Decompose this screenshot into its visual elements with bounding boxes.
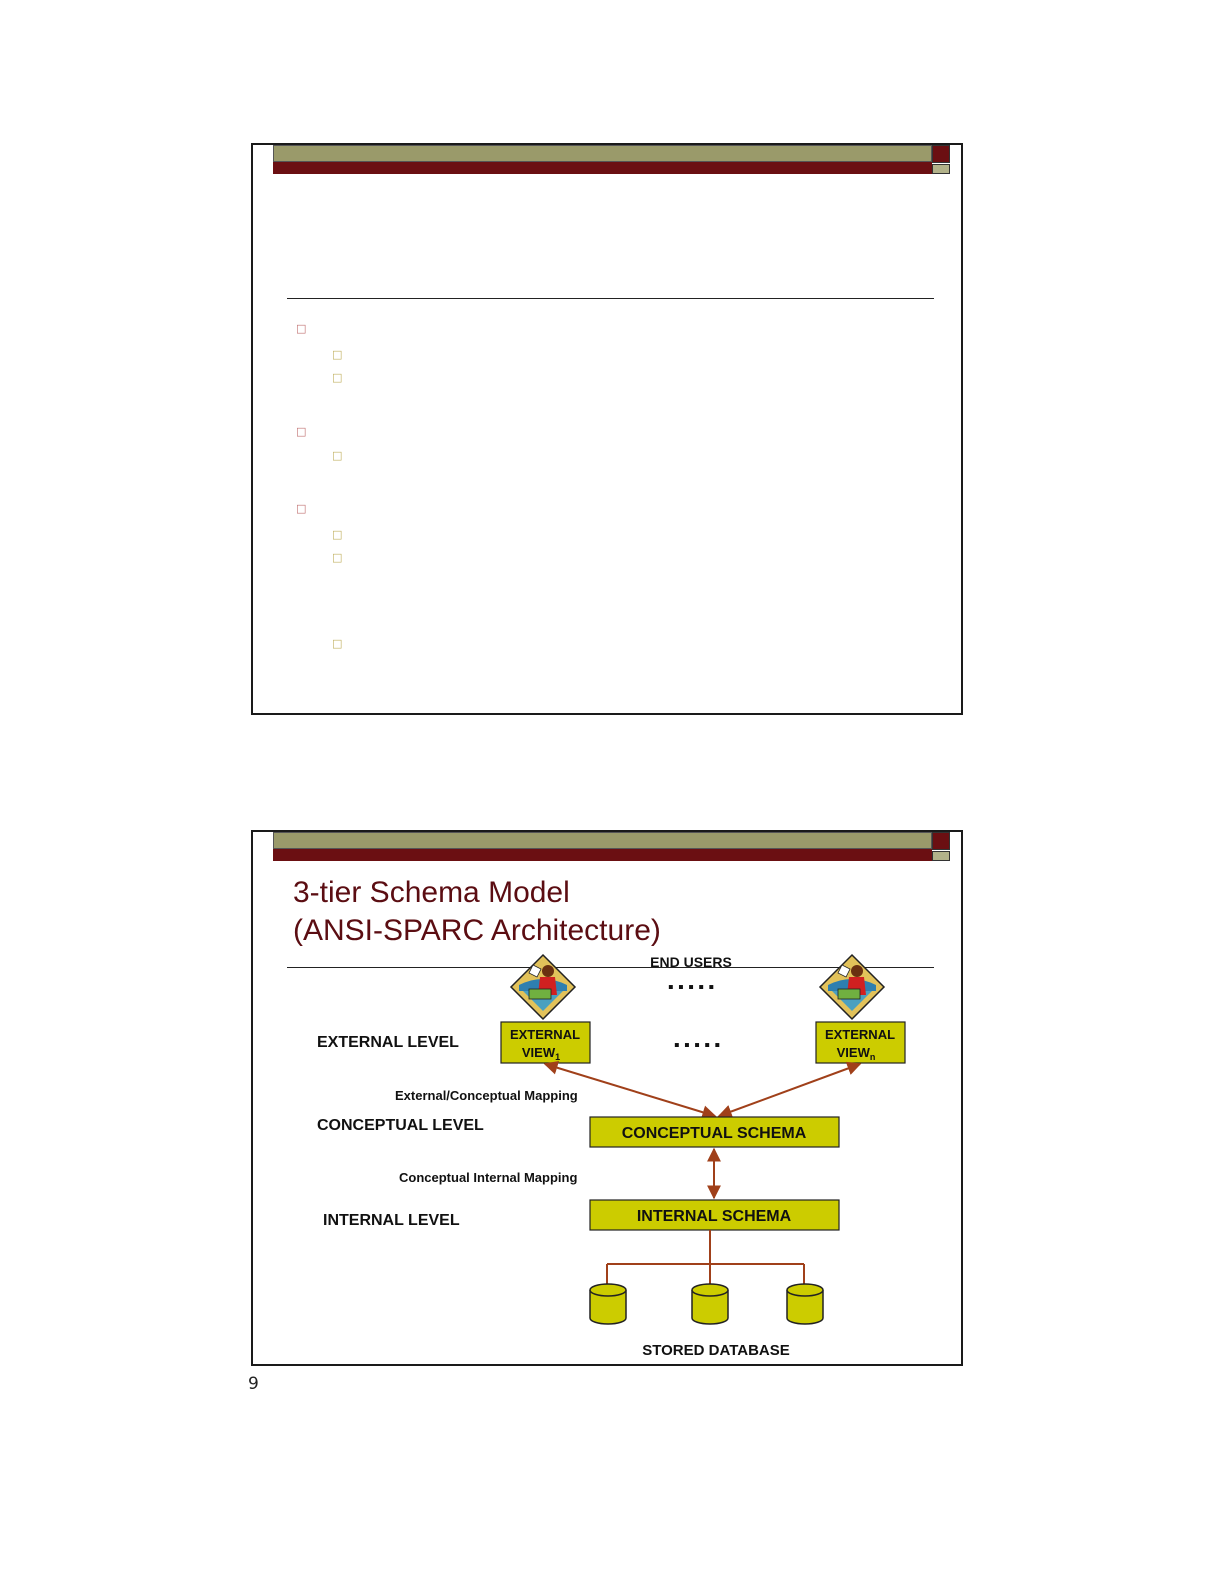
title-line-1: 3-tier Schema Model [293, 876, 570, 909]
end-user-icon-last [820, 955, 884, 1019]
corner-square-maroon [932, 145, 950, 163]
bullet-l2: □ [332, 371, 343, 384]
external-view-first-word: VIEW [521, 1045, 556, 1060]
bullet-l1: □ [296, 425, 307, 438]
bullet-l2: □ [332, 348, 343, 361]
bullet-l1: □ [296, 322, 307, 335]
external-view-last-subscript: n [869, 1052, 876, 1062]
bullet-l1: □ [296, 502, 307, 515]
title-line-2: (ANSI-SPARC Architecture) [293, 914, 661, 947]
end-user-icon-first [511, 955, 575, 1019]
external-view-last-word: VIEW [836, 1045, 870, 1060]
corner-square-olive [932, 164, 950, 174]
external-view-last-line2 [837, 1045, 876, 1062]
bullet-l2: □ [332, 449, 343, 462]
database-cylinder [692, 1284, 728, 1324]
ext-conc-arrow-right [719, 1064, 860, 1116]
bullet-l2: □ [332, 551, 343, 564]
database-cylinder [590, 1284, 626, 1324]
database-cylinder [787, 1284, 823, 1324]
external-view-first-line1: EXTERNAL [509, 1027, 581, 1042]
view-ellipsis: ▪ ▪ ▪ ▪ ▪ [673, 1037, 721, 1054]
internal-schema-label: INTERNAL SCHEMA [636, 1208, 792, 1225]
internal-level-label: INTERNAL LEVEL [323, 1212, 460, 1229]
slide-top [251, 143, 963, 715]
conceptual-schema-label: CONCEPTUAL SCHEMA [621, 1125, 807, 1142]
schema-diagram [253, 832, 961, 1364]
external-level-label: EXTERNAL LEVEL [317, 1034, 459, 1051]
header-bar-olive [273, 145, 932, 162]
page-number: 9 [248, 1374, 259, 1394]
title-rule [287, 298, 934, 299]
slide-bottom [251, 830, 963, 1366]
external-view-last-line1: EXTERNAL [824, 1027, 896, 1042]
user-ellipsis: ▪ ▪ ▪ ▪ ▪ [667, 979, 715, 996]
external-view-first-line2 [522, 1045, 560, 1062]
end-users-label: END USERS [650, 954, 732, 970]
bullet-l2: □ [332, 637, 343, 650]
ext-conc-mapping-label: External/Conceptual Mapping [395, 1088, 578, 1103]
bullet-l2: □ [332, 528, 343, 541]
conc-int-mapping-label: Conceptual Internal Mapping [399, 1170, 578, 1185]
db-connector [607, 1230, 804, 1284]
conceptual-level-label: CONCEPTUAL LEVEL [317, 1117, 484, 1134]
header-bar-maroon [273, 162, 932, 174]
stored-database-label: STORED DATABASE [642, 1342, 790, 1359]
external-view-first-subscript: 1 [555, 1052, 561, 1062]
